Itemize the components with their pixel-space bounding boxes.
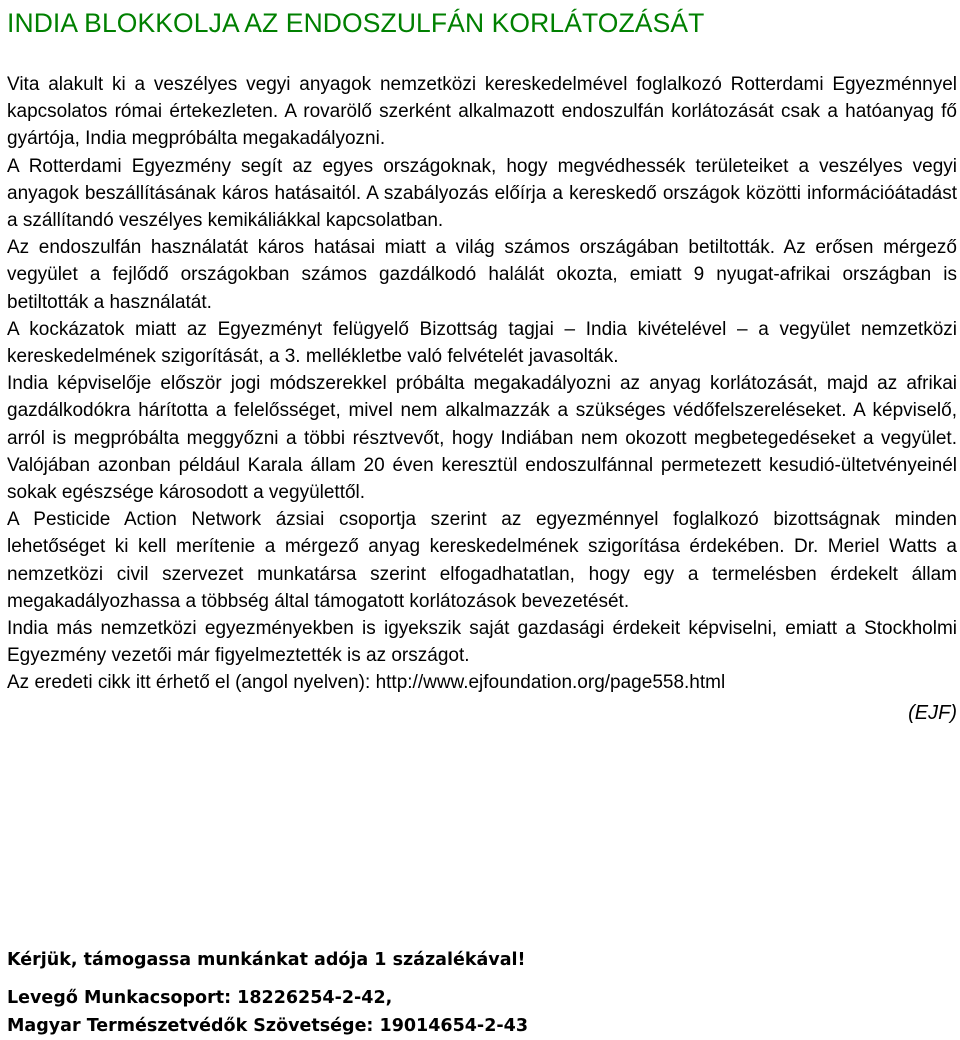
source-credit: (EJF) [908,701,957,724]
article-title: INDIA BLOKKOLJA AZ ENDOSZULFÁN KORLÁTOZÁSÁT [7,8,705,38]
article-body [7,71,957,697]
tax-support-appeal: Kérjük, támogassa munkánkat adója 1 százalékával! [7,950,526,970]
tax-number-item: Magyar Természetvédők Szövetsége: 19014654-2-43 [7,1016,528,1036]
source-link-paragraph: Az eredeti cikk itt érhető el (angol nyelven): http://www.ejfoundation.org/page558.html [7,672,726,694]
article-paragraph: A Rotterdami Egyezmény segít az egyes országoknak, hogy megvédhessék területeiket a veszélyes vegyi anyagok beszállításának káros hatásaitól. A szabályozás előírja a kereskedő országok közötti információátadást a szállítandó veszélyes kemikáliákkal kapcsolatban. [7,155,957,232]
article-paragraph: A kockázatok miatt az Egyezményt felügyelő Bizottság tagjai – India kivételével – a vegyület nemzetközi kereskedelmének szigorítását, a 3. mellékletbe való felvételét javasolták. [7,318,957,368]
article [7,0,957,727]
tax-number-list [7,984,947,1040]
article-paragraph: India más nemzetközi egyezményekben is igyekszik saját gazdasági érdekeit képviselni, emiatt a Stockholmi Egyezmény vezetői már figyelmeztették is az országot. [7,618,957,667]
support-footer [7,946,947,1040]
article-paragraph: Az endoszulfán használatát káros hatásai miatt a világ számos országában betiltották. Az erősen mérgező vegyület a fejlődő országokban számos gazdálkodó halálát okozta, emiatt 9 nyugat-afrikai országban is betiltották a használatát. [7,237,957,313]
article-paragraph: Vita alakult ki a veszélyes vegyi anyagok nemzetközi kereskedelmével foglalkozó Rotterdami Egyezménnyel kapcsolatos római értekezleten. A rovarölő szerként alkalmazott endoszulfán korlátozását csak a hatóanyag fő gyártója, India megpróbálta megakadályozni. [7,74,957,150]
tax-number-item: Levegő Munkacsoport: 18226254-2-42, [7,988,393,1008]
article-paragraph: India képviselője először jogi módszerekkel próbálta megakadályozni az anyag korlátozását, majd az afrikai gazdálkodókra hárította a felelősséget, mivel nem alkalmazzák a szükséges védőfelszereléseket. A képviselő, arról is megpróbálta meggyőzni a többi résztvevőt, hogy Indiában nem okozott megbetegedéseket a vegyület. Valójában azonban például Karala állam 20 éven keresztül endoszulfánnal permetezett kesudió-ültetvényeinél sokak egészsége károsodott a vegyülettől. [7,373,957,504]
article-paragraph: A Pesticide Action Network ázsiai csoportja szerint az egyezménnyel foglalkozó bizottságnak minden lehetőséget ki kell merítenie a mérgező anyag kereskedelmének szigorítása érdekében. Dr. Meriel Watts a nemzetközi civil szervezet munkatársa szerint elfogadhatatlan, hogy egy a termelésben érdekelt állam megakadályozhassa a többség által támogatott korlátozások bevezetését. [7,509,957,612]
